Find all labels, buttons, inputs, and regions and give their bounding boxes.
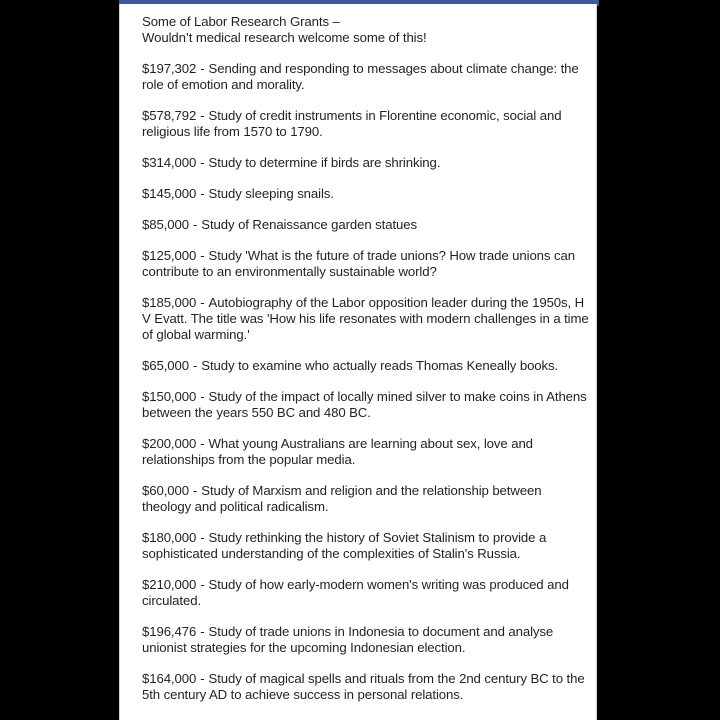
grant-item	[142, 108, 592, 140]
grant-description: Study of magical spells and rituals from the 2nd century BC to the 5th century AD to achieve success in personal relations.	[142, 671, 585, 702]
grant-description: Study of Renaissance garden statues	[201, 217, 417, 232]
grant-description: Autobiography of the Labor opposition leader during the 1950s, H V Evatt. The title was 'How his life resonates with modern challenges in a time of global warming.'	[142, 295, 589, 342]
grant-item	[142, 389, 592, 421]
grant-separator: -	[200, 186, 205, 201]
grant-separator: -	[192, 217, 198, 232]
grant-amount: $65,000	[142, 358, 189, 373]
grant-item	[142, 530, 592, 562]
grant-description: Study to examine who actually reads Thomas Keneally books.	[201, 358, 559, 373]
grant-amount: $85,000	[142, 217, 189, 232]
grant-description: Study of the impact of locally mined silver to make coins in Athens between the years 550 BC and 480 BC.	[142, 389, 587, 420]
grant-separator: -	[200, 624, 205, 639]
grant-separator: -	[200, 295, 205, 310]
grant-item	[142, 295, 592, 343]
grant-description: Study sleeping snails.	[208, 186, 334, 201]
grant-separator: -	[200, 155, 205, 170]
grant-separator: -	[200, 577, 205, 592]
grant-amount: $164,000	[142, 671, 197, 686]
grant-description: Study 'What is the future of trade unions? How trade unions can contribute to an environmentally sustainable world?	[142, 248, 575, 279]
grant-amount: $314,000	[142, 155, 197, 170]
grant-amount: $180,000	[142, 530, 197, 545]
grant-item	[142, 358, 592, 374]
grant-description: Study of Marxism and religion and the relationship between theology and political radicalism.	[142, 483, 542, 514]
grant-item	[142, 217, 592, 233]
grant-item	[142, 155, 592, 171]
grant-amount: $210,000	[142, 577, 197, 592]
intro-line: Wouldn’t medical research welcome some of this!	[142, 30, 427, 45]
grant-amount: $200,000	[142, 436, 197, 451]
grant-separator: -	[200, 248, 205, 263]
grant-item	[142, 248, 592, 280]
grant-description: Study of credit instruments in Florentine economic, social and religious life from 1570 to 1790.	[142, 108, 562, 139]
grant-description: Study rethinking the history of Soviet Stalinism to provide a sophisticated understanding of the complexities of Stalin's Russia.	[142, 530, 547, 561]
grant-description: Study of how early-modern women's writing was produced and circulated.	[142, 577, 569, 608]
grant-item	[142, 186, 592, 202]
grant-item	[142, 577, 592, 609]
grant-item	[142, 483, 592, 515]
grant-description: Study to determine if birds are shrinking.	[208, 155, 441, 170]
grant-description: Study of trade unions in Indonesia to document and analyse unionist strategies for the upcoming Indonesian election.	[142, 624, 554, 655]
grant-amount: $197,302	[142, 61, 197, 76]
grant-amount: $196,476	[142, 624, 197, 639]
grant-separator: -	[200, 61, 205, 76]
grant-amount: $150,000	[142, 389, 197, 404]
grant-amount: $125,000	[142, 248, 197, 263]
post-body	[142, 14, 592, 718]
grant-description: What young Australians are learning about sex, love and relationships from the popular media.	[142, 436, 533, 467]
grant-separator: -	[200, 108, 205, 123]
intro-line: Some of Labor Research Grants –	[142, 14, 340, 29]
grant-separator: -	[200, 671, 205, 686]
grant-item	[142, 624, 592, 656]
grant-item	[142, 671, 592, 703]
grant-description: Sending and responding to messages about climate change: the role of emotion and morality.	[142, 61, 579, 92]
grant-amount: $578,792	[142, 108, 197, 123]
grant-amount: $60,000	[142, 483, 189, 498]
grant-item	[142, 436, 592, 468]
grant-amount: $185,000	[142, 295, 197, 310]
post-intro	[142, 14, 592, 46]
grant-separator: -	[200, 530, 205, 545]
grant-separator: -	[192, 483, 198, 498]
grant-separator: -	[192, 358, 198, 373]
grant-separator: -	[200, 436, 205, 451]
grant-item	[142, 61, 592, 93]
grant-amount: $145,000	[142, 186, 197, 201]
post-panel	[119, 4, 597, 720]
grant-separator: -	[200, 389, 205, 404]
